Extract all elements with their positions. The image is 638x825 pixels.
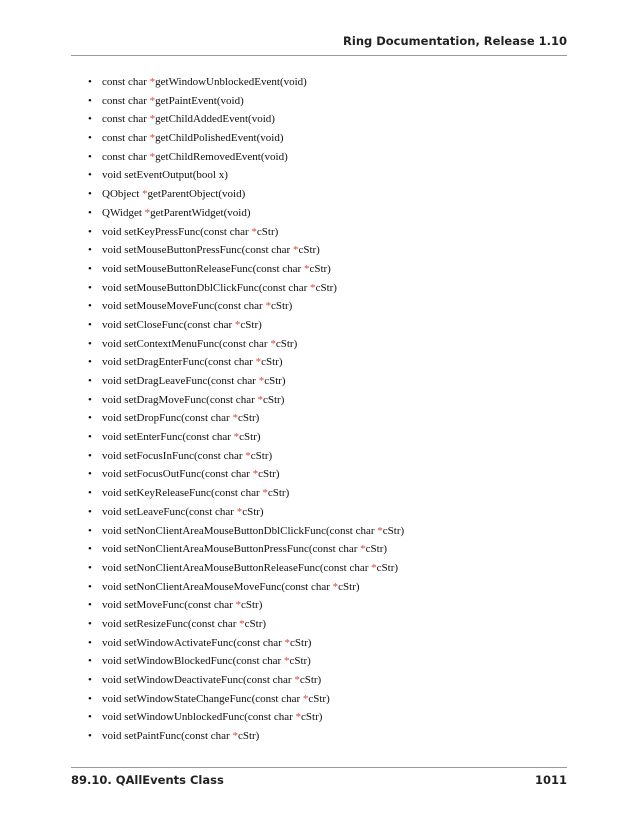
list-item — [88, 316, 404, 335]
list-item — [88, 372, 404, 391]
bullet-icon: • — [88, 487, 92, 500]
bullet-icon: • — [88, 431, 92, 444]
signature-prefix: const char — [102, 150, 150, 163]
signature-prefix: const char — [102, 76, 150, 88]
signature-suffix: cStr) — [309, 262, 331, 275]
pointer-star: * — [149, 113, 156, 126]
signature-prefix: void setNonClientAreaMouseButtonPressFunc(const char — [102, 543, 361, 556]
list-item — [88, 204, 404, 223]
list-item — [88, 671, 404, 690]
signature-suffix: cStr) — [338, 580, 360, 593]
signature-prefix: void setKeyPressFunc(const char — [102, 225, 252, 238]
list-item — [88, 260, 404, 279]
bullet-icon: • — [88, 543, 92, 556]
pointer-star: * — [284, 636, 291, 649]
bullet-icon: • — [88, 375, 92, 387]
signature-suffix: cStr) — [270, 300, 293, 313]
header-title: Ring Documentation, Release 1.10 — [343, 34, 567, 48]
signature-prefix: void setFocusOutFunc(const char — [102, 468, 253, 481]
bullet-icon: • — [88, 206, 92, 219]
list-item — [88, 690, 404, 709]
signature-prefix: void setMouseButtonReleaseFunc(const char — [102, 262, 304, 275]
signature-prefix: void setKeyReleaseFunc(const char — [102, 487, 263, 500]
signature-suffix: getWindowUnblockedEvent(void) — [155, 76, 307, 88]
signature-suffix: cStr) — [239, 431, 261, 444]
bullet-icon: • — [88, 561, 92, 574]
pointer-star: * — [310, 281, 316, 294]
signature-prefix: QObject — [102, 188, 143, 201]
list-item — [88, 615, 404, 634]
bullet-icon: • — [88, 318, 92, 331]
signature-prefix: void setWindowActivateFunc(const char — [102, 636, 285, 649]
bullet-icon: • — [88, 76, 92, 88]
pointer-star: * — [239, 617, 245, 630]
list-item — [88, 652, 404, 671]
list-item — [88, 503, 404, 522]
bullet-icon: • — [88, 393, 92, 406]
signature-suffix: getChildAddedEvent(void) — [155, 113, 275, 126]
signature-prefix: const char — [102, 94, 150, 107]
bullet-icon: • — [88, 225, 92, 238]
bullet-icon: • — [88, 356, 92, 369]
pointer-star: * — [236, 505, 243, 518]
signature-prefix: void setEnterFunc(const char — [102, 431, 234, 444]
signature-prefix: void setEventOutput(bool x) — [102, 169, 228, 182]
signature-suffix: cStr) — [301, 711, 323, 724]
pointer-star: * — [144, 206, 151, 219]
signature-prefix: void setMouseButtonDblClickFunc(const char — [102, 281, 311, 294]
signature-suffix: cStr) — [315, 281, 337, 294]
signature-suffix: cStr) — [261, 356, 283, 369]
signature-prefix: void setPaintFunc(const char — [102, 730, 233, 743]
signature-prefix: void setDragMoveFunc(const char — [102, 393, 258, 406]
bullet-icon: • — [88, 711, 92, 724]
header-divider — [71, 55, 567, 56]
signature-suffix: getPaintEvent(void) — [155, 94, 244, 107]
list-item — [88, 634, 404, 653]
bullet-icon: • — [88, 468, 92, 481]
signature-prefix: const char — [102, 132, 150, 145]
signature-suffix: cStr) — [290, 636, 312, 649]
bullet-icon: • — [88, 692, 92, 705]
list-item — [88, 223, 404, 242]
pointer-star: * — [257, 393, 263, 406]
pointer-star: * — [234, 318, 241, 331]
pointer-star: * — [149, 150, 156, 163]
running-footer — [71, 771, 567, 789]
pointer-star: * — [302, 692, 309, 705]
signature-suffix: cStr) — [264, 375, 286, 387]
bullet-icon: • — [88, 449, 92, 462]
pointer-star: * — [252, 468, 259, 481]
list-item — [88, 110, 404, 129]
pointer-star: * — [258, 375, 265, 387]
signature-suffix: cStr) — [382, 524, 405, 537]
signature-suffix: cStr) — [242, 505, 264, 518]
pointer-star: * — [149, 132, 156, 145]
bullet-icon: • — [88, 113, 92, 126]
bullet-icon: • — [88, 262, 92, 275]
bullet-icon: • — [88, 188, 92, 201]
signature-prefix: void setNonClientAreaMouseMoveFunc(const char — [102, 580, 333, 593]
signature-prefix: void setWindowStateChangeFunc(const char — [102, 692, 303, 705]
signature-suffix: cStr) — [289, 655, 311, 668]
list-item — [88, 185, 404, 204]
signature-prefix: void setLeaveFunc(const char — [102, 505, 237, 518]
bullet-icon: • — [88, 730, 92, 743]
signature-suffix: cStr) — [240, 318, 262, 331]
signature-prefix: void setNonClientAreaMouseButtonDblClickFunc(const char — [102, 524, 378, 537]
bullet-icon: • — [88, 617, 92, 630]
signature-suffix: cStr) — [244, 617, 267, 630]
signature-prefix: void setMoveFunc(const char — [102, 599, 236, 612]
signature-prefix: void setDropFunc(const char — [102, 412, 233, 425]
list-item — [88, 409, 404, 428]
bullet-icon: • — [88, 132, 92, 145]
bullet-icon: • — [88, 599, 92, 612]
signature-prefix: void setContextMenuFunc(const char — [102, 337, 271, 350]
pointer-star: * — [232, 730, 238, 743]
signature-suffix: cStr) — [298, 244, 320, 257]
list-item — [88, 484, 404, 503]
list-item — [88, 353, 404, 372]
signature-prefix: void setMouseButtonPressFunc(const char — [102, 244, 293, 257]
signature-suffix: cStr) — [267, 487, 290, 500]
signature-prefix: void setMouseMoveFunc(const char — [102, 300, 266, 313]
signature-suffix: cStr) — [237, 730, 260, 743]
pointer-star: * — [245, 449, 251, 462]
pointer-star: * — [149, 94, 156, 107]
list-item — [88, 578, 404, 597]
pointer-star: * — [332, 580, 339, 593]
list-item — [88, 522, 404, 541]
signature-suffix: cStr) — [376, 561, 399, 574]
signature-prefix: void setNonClientAreaMouseButtonReleaseFunc(const char — [102, 561, 372, 574]
bullet-icon: • — [88, 300, 92, 313]
list-item — [88, 73, 404, 92]
pointer-star: * — [283, 655, 290, 668]
pointer-star: * — [292, 244, 299, 257]
pointer-star: * — [233, 431, 240, 444]
signature-suffix: cStr) — [250, 449, 273, 462]
footer-divider — [71, 767, 567, 768]
pointer-star: * — [294, 674, 300, 686]
pointer-star: * — [265, 300, 271, 313]
pointer-star: * — [232, 412, 238, 425]
bullet-icon: • — [88, 412, 92, 425]
signature-prefix: void setDragEnterFunc(const char — [102, 356, 256, 369]
method-list — [88, 73, 404, 746]
signature-suffix: cStr) — [263, 393, 285, 406]
running-header — [71, 30, 567, 52]
signature-prefix: void setResizeFunc(const char — [102, 617, 240, 630]
pointer-star: * — [295, 711, 302, 724]
list-item — [88, 465, 404, 484]
signature-prefix: void setFocusInFunc(const char — [102, 449, 246, 462]
list-item — [88, 92, 404, 111]
list-item — [88, 335, 404, 354]
signature-suffix: cStr) — [258, 468, 280, 481]
bullet-icon: • — [88, 505, 92, 518]
signature-suffix: getParentObject(void) — [147, 188, 246, 201]
list-item — [88, 596, 404, 615]
list-item — [88, 540, 404, 559]
signature-suffix: cStr) — [256, 225, 279, 238]
list-item — [88, 297, 404, 316]
footer-section: 89.10. QAllEvents Class — [71, 773, 224, 787]
bullet-icon: • — [88, 169, 92, 182]
list-item — [88, 559, 404, 578]
signature-suffix: getChildPolishedEvent(void) — [155, 132, 284, 145]
bullet-icon: • — [88, 636, 92, 649]
signature-suffix: cStr) — [308, 692, 330, 705]
pointer-star: * — [251, 225, 257, 238]
signature-prefix: void setWindowUnblockedFunc(const char — [102, 711, 296, 724]
bullet-icon: • — [88, 281, 92, 294]
signature-suffix: cStr) — [275, 337, 298, 350]
list-item — [88, 279, 404, 298]
list-item — [88, 708, 404, 727]
pointer-star: * — [270, 337, 276, 350]
page-number: 1011 — [534, 773, 567, 787]
pointer-star: * — [142, 188, 148, 201]
signature-suffix: cStr) — [299, 674, 322, 686]
signature-suffix: cStr) — [241, 599, 263, 612]
signature-suffix: cStr) — [365, 543, 388, 556]
pointer-star: * — [149, 76, 156, 88]
signature-prefix: const char — [102, 113, 150, 126]
bullet-icon: • — [88, 580, 92, 593]
pointer-star: * — [235, 599, 241, 612]
pointer-star: * — [303, 262, 310, 275]
list-item — [88, 447, 404, 466]
signature-prefix: void setWindowBlockedFunc(const char — [102, 655, 284, 668]
list-item — [88, 428, 404, 447]
bullet-icon: • — [88, 150, 92, 163]
list-item — [88, 129, 404, 148]
signature-suffix: getParentWidget(void) — [150, 206, 251, 219]
pointer-star: * — [377, 524, 383, 537]
bullet-icon: • — [88, 674, 92, 686]
pointer-star: * — [255, 356, 262, 369]
bullet-icon: • — [88, 244, 92, 257]
signature-prefix: void setDragLeaveFunc(const char — [102, 375, 259, 387]
list-item — [88, 148, 404, 167]
pointer-star: * — [262, 487, 268, 500]
list-item — [88, 166, 404, 185]
pointer-star: * — [371, 561, 377, 574]
list-item — [88, 391, 404, 410]
signature-prefix: void setWindowDeactivateFunc(const char — [102, 674, 295, 686]
list-item — [88, 241, 404, 260]
bullet-icon: • — [88, 337, 92, 350]
signature-suffix: getChildRemovedEvent(void) — [155, 150, 288, 163]
pointer-star: * — [360, 543, 366, 556]
bullet-icon: • — [88, 94, 92, 107]
signature-prefix: QWidget — [102, 206, 145, 219]
signature-suffix: cStr) — [237, 412, 260, 425]
bullet-icon: • — [88, 524, 92, 537]
bullet-icon: • — [88, 655, 92, 668]
signature-prefix: void setCloseFunc(const char — [102, 318, 235, 331]
list-item — [88, 727, 404, 746]
